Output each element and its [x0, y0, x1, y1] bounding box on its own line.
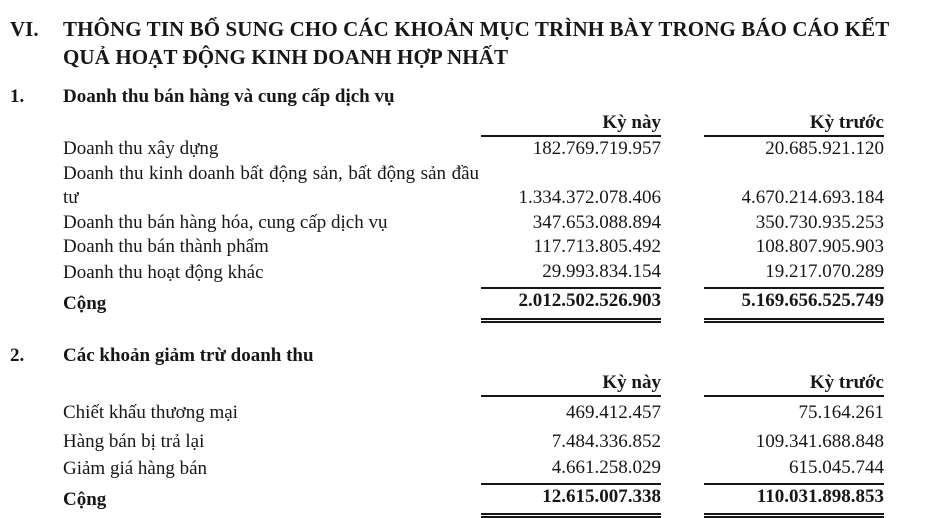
section-1-title: Doanh thu bán hàng và cung cấp dịch vụ — [63, 86, 395, 107]
column-gap — [661, 288, 704, 320]
column-gap — [661, 260, 704, 289]
total-label: Cộng — [63, 292, 107, 314]
current-period-value: 7.484.336.852 — [551, 431, 661, 452]
row-label: Doanh thu hoạt động khác — [63, 261, 264, 283]
row-label: Doanh thu kinh doanh bất động sản, bất động sản đầu tư — [63, 162, 479, 208]
revenue-table — [63, 110, 884, 323]
row-label: Giảm giá hàng bán — [63, 457, 208, 479]
table-row — [63, 260, 884, 289]
table-row — [63, 211, 884, 236]
total-prior-value: 5.169.656.525.749 — [704, 288, 884, 320]
prior-period-value: 109.341.688.848 — [755, 431, 884, 452]
total-prior-value: 110.031.898.853 — [704, 484, 884, 515]
prior-period-value: 19.217.070.289 — [704, 260, 884, 289]
section-1-heading — [10, 85, 921, 108]
row-label: Doanh thu bán thành phẩm — [63, 236, 269, 257]
section-vi-number: VI. — [10, 17, 39, 41]
table-row — [63, 455, 884, 485]
column-header-prior-period: Kỳ trước — [704, 370, 884, 396]
section-2-title: Các khoản giảm trừ doanh thu — [63, 344, 314, 366]
prior-period-value: 350.730.935.253 — [755, 211, 884, 233]
column-gap — [661, 136, 704, 162]
current-period-value: 117.713.805.492 — [533, 236, 661, 257]
section-2-heading — [10, 344, 921, 367]
current-period-value: 469.412.457 — [566, 401, 661, 423]
table-row — [63, 136, 884, 162]
table-row — [63, 162, 884, 211]
column-gap — [661, 211, 704, 236]
column-gap — [661, 162, 704, 211]
section-1-number: 1. — [10, 86, 25, 107]
total-row — [63, 484, 884, 515]
prior-period-value: 108.807.905.903 — [755, 236, 884, 257]
prior-period-value: 615.045.744 — [704, 455, 884, 485]
total-current-value: 2.012.502.526.903 — [481, 288, 661, 320]
table-header-row — [63, 110, 884, 136]
row-label: Chiết khấu thương mại — [63, 401, 238, 423]
column-header-prior-period: Kỳ trước — [704, 110, 884, 136]
table-row — [63, 235, 884, 260]
column-gap — [661, 396, 704, 426]
table-row — [63, 425, 884, 455]
prior-period-value: 75.164.261 — [798, 401, 884, 423]
section-vi-heading — [10, 15, 921, 71]
current-period-value: 182.769.719.957 — [532, 138, 661, 159]
table-header-row — [63, 370, 884, 396]
column-header-current-period: Kỳ này — [481, 110, 661, 136]
row-label: Hàng bán bị trả lại — [63, 431, 205, 452]
column-gap — [661, 425, 704, 455]
prior-period-value: 4.670.214.693.184 — [741, 187, 884, 208]
current-period-value: 4.661.258.029 — [481, 455, 661, 485]
total-row — [63, 288, 884, 320]
prior-period-value: 20.685.921.120 — [765, 138, 884, 159]
column-gap — [661, 370, 704, 396]
table-row — [63, 396, 884, 426]
current-period-value: 1.334.372.078.406 — [518, 187, 661, 208]
column-gap — [661, 110, 704, 136]
total-current-value: 12.615.007.338 — [481, 484, 661, 515]
current-period-value: 347.653.088.894 — [532, 211, 661, 233]
column-gap — [661, 455, 704, 485]
row-label: Doanh thu xây dựng — [63, 138, 219, 159]
column-gap — [661, 484, 704, 515]
total-label: Cộng — [63, 488, 107, 510]
revenue-deductions-table — [63, 370, 884, 518]
header-label-spacer — [63, 370, 481, 396]
header-label-spacer — [63, 110, 481, 136]
section-vi-title: THÔNG TIN BỔ SUNG CHO CÁC KHOẢN MỤC TRÌNH BÀY TRONG BÁO CÁO KẾT QUẢ HOẠT ĐỘNG KINH DOANH HỢP NHẤT — [63, 17, 889, 69]
column-header-current-period: Kỳ này — [481, 370, 661, 396]
column-gap — [661, 235, 704, 260]
section-2-number: 2. — [10, 344, 25, 366]
current-period-value: 29.993.834.154 — [481, 260, 661, 289]
row-label: Doanh thu bán hàng hóa, cung cấp dịch vụ — [63, 211, 388, 233]
